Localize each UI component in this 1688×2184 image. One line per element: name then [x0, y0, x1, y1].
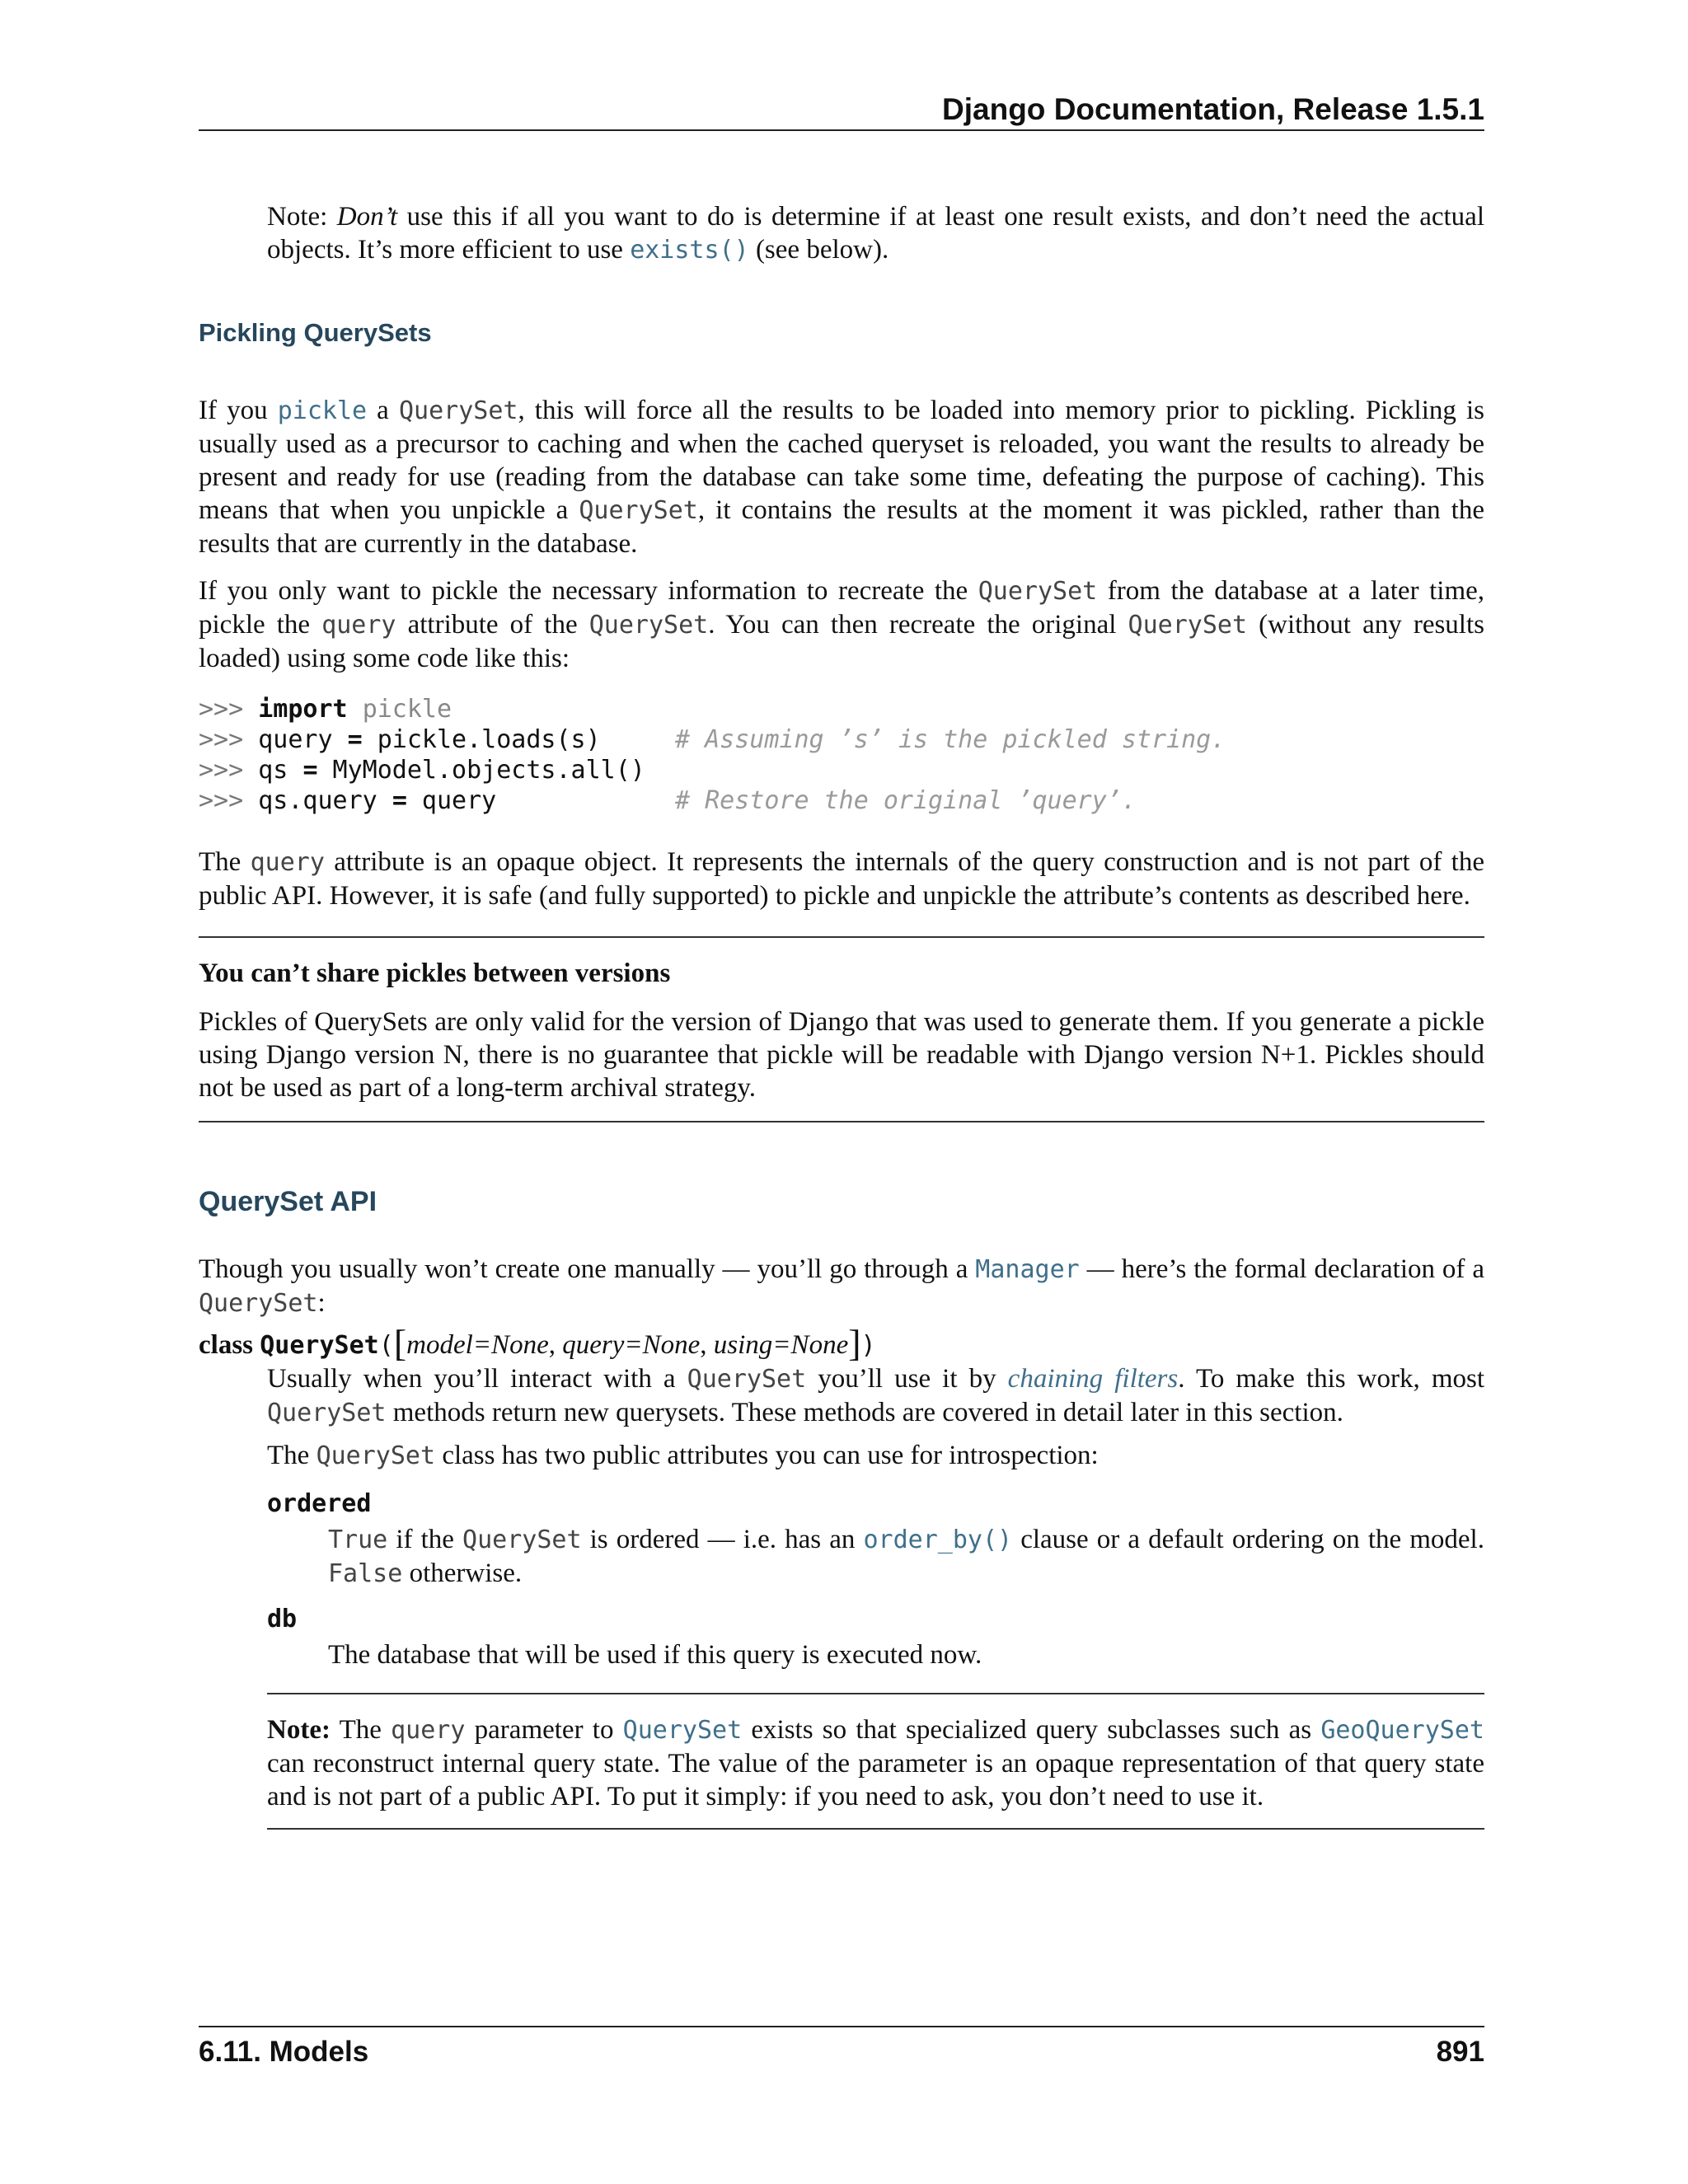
note-bottom-rule	[267, 1828, 1484, 1830]
chaining-filters-link[interactable]: chaining filters	[1007, 1364, 1179, 1394]
manager-link[interactable]: Manager	[975, 1255, 1080, 1284]
pickle-link[interactable]: pickle	[277, 396, 368, 425]
literal-queryset: QuerySet	[462, 1526, 582, 1554]
literal-queryset: QuerySet	[267, 1399, 387, 1427]
literal-queryset: QuerySet	[398, 396, 518, 425]
literal-queryset: QuerySet	[588, 611, 709, 640]
warning-top-rule	[199, 936, 1484, 938]
queryset-link[interactable]: QuerySet	[622, 1716, 743, 1745]
literal-queryset: QuerySet	[579, 496, 698, 525]
literal-queryset: QuerySet	[1128, 611, 1248, 640]
param-using: using=None	[713, 1330, 849, 1360]
warning-text: Pickles of QuerySets are only valid for the version of Django that was used to generate them. If you generate a pickle using Django version N, there is no guarantee that pickle will be readable with Django version N+1. Pickles should not be used as part of a long-term archival strategy.	[199, 1007, 1484, 1103]
footer-section: 6.11. Models	[199, 2036, 369, 2068]
class-name: QuerySet	[260, 1331, 379, 1360]
literal-query: query	[321, 611, 396, 640]
literal-queryset: QuerySet	[316, 1441, 436, 1470]
literal-true: True	[328, 1526, 388, 1554]
geoqueryset-link[interactable]: GeoQuerySet	[1320, 1716, 1484, 1745]
paragraph-query-attribute: The query attribute is an opaque object. It represents the internals of the query construction and is not part of the public API. However, it is safe (and fully supported) to pickle and unpickle the attribute’s contents as described here.	[199, 847, 1484, 911]
footer-page-number: 891	[1436, 2036, 1484, 2068]
footer-rule	[199, 2026, 1484, 2027]
warning-bottom-rule	[199, 1121, 1484, 1122]
literal-queryset: QuerySet	[199, 1289, 318, 1318]
class-signature-queryset: class QuerySet([model=None, query=None, using=None])	[199, 1322, 876, 1364]
paragraph-queryset-desc: Usually when you’ll interact with a QuerySet you’ll use it by chaining filters. To make this work, most QuerySet methods return new querysets. These methods are covered in detail later in this section.	[267, 1364, 1484, 1427]
header-rule	[199, 129, 1484, 131]
paragraph-pickling-2: If you only want to pickle the necessary information to recreate the QuerySet from the database at a later time, pickle the query attribute of the QuerySet. You can then recreate the original QuerySet (without any results loaded) using some code like this:	[199, 576, 1485, 673]
warning-title: You can’t share pickles between versions	[199, 958, 671, 988]
note-exists: Note: Don’t use this if all you want to do is determine if at least one result exists, and don’t need the actual objects. It’s more efficient to use exists() (see below).	[267, 202, 1484, 265]
literal-queryset: QuerySet	[687, 1365, 807, 1394]
running-header: Django Documentation, Release 1.5.1	[942, 92, 1484, 126]
paragraph-api-intro: Though you usually won’t create one manually — you’ll go through a Manager — here’s the formal declaration of a QuerySet:	[199, 1254, 1484, 1318]
param-query: query=None	[562, 1330, 701, 1360]
attribute-db-desc: The database that will be used if this query is executed now.	[328, 1640, 982, 1670]
note-emphasis: Don’t	[336, 202, 398, 232]
heading-pickling-querysets: Pickling QuerySets	[199, 318, 432, 347]
literal-false: False	[328, 1559, 403, 1588]
note-top-rule	[267, 1693, 1484, 1694]
attribute-db-name: db	[267, 1605, 298, 1633]
heading-queryset-api: QuerySet API	[199, 1186, 377, 1217]
note-query-parameter: Note: The query parameter to QuerySet exists so that specialized query subclasses such as GeoQuerySet can reconstruct internal query state. The value of the parameter is an opaque representation of that query state and is not part of a public API. To put it simply: if you need to ask, you don’t need to use it.	[267, 1715, 1484, 1811]
literal-query: query	[250, 848, 325, 877]
code-example-pickle: >>> import pickle >>> query = pickle.loads(s) # Assuming ’s’ is the pickled string. >>> qs = MyModel.objects.all() >>> qs.query = query # Restore the original ’query’.	[199, 695, 1226, 815]
paragraph-public-attributes: The QuerySet class has two public attributes you can use for introspection:	[267, 1441, 1099, 1470]
note-label: Note:	[267, 1715, 331, 1745]
literal-queryset: QuerySet	[978, 577, 1098, 606]
order-by-link[interactable]: order_by()	[863, 1526, 1013, 1554]
literal-query: query	[391, 1716, 466, 1745]
attribute-ordered-desc: True if the QuerySet is ordered — i.e. has an order_by() clause or a default ordering on the model. False otherwise.	[328, 1525, 1484, 1588]
attribute-ordered-name: ordered	[267, 1489, 372, 1518]
exists-link[interactable]: exists()	[630, 236, 749, 265]
paragraph-pickling-1: If you pickle a QuerySet, this will force all the results to be loaded into memory prior to pickling. Pickling is usually used as a precursor to caching and when the cached queryset is reloaded, you want the results to already be present and ready for use (reading from the database can take some time, defeating the purpose of caching). This means that when you unpickle a QuerySet, it contains the results at the moment it was pickled, rather than the results that are currently in the database.	[199, 396, 1484, 559]
param-model: model=None	[406, 1330, 549, 1360]
